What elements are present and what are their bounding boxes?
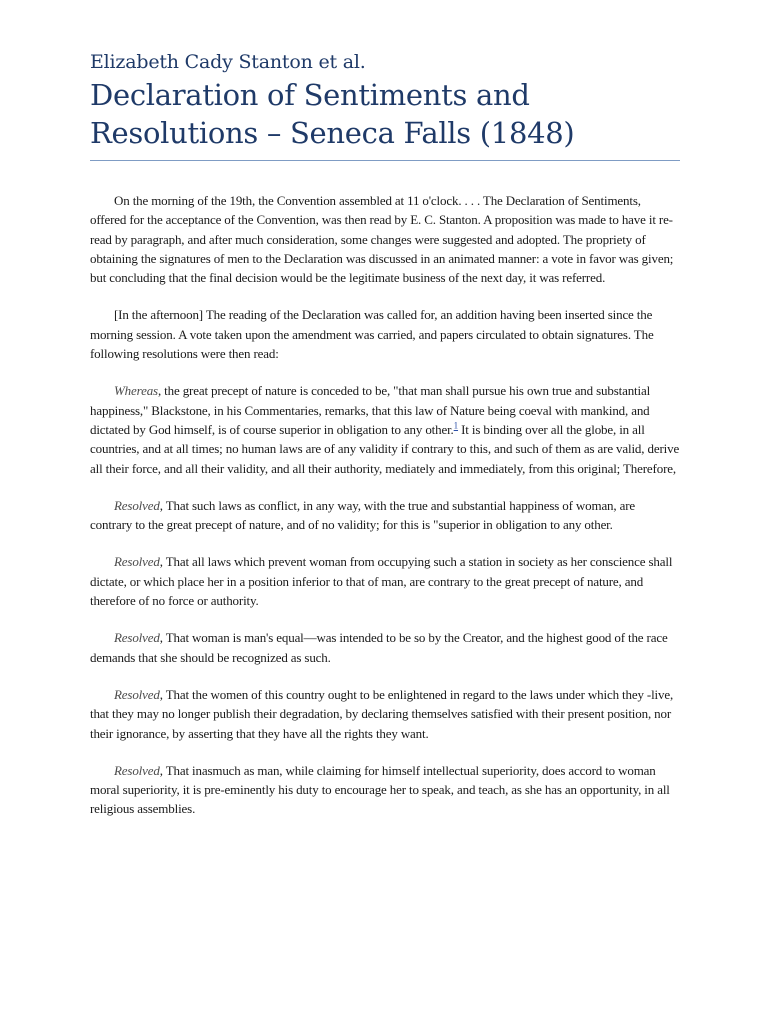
paragraph-convention-morning: On the morning of the 19th, the Convention assembled at 11 o'clock. . . . The Declaration of Sentiments, offered for the acceptance of the Convention, was then read by E. C. Stanton. A proposition was made to have it re-read by paragraph, and after much consideration, some changes were suggested and adopted. The propriety of obtaining the signatures of men to the Declaration was discussed in an animated manner: a vote in favor was given; but concluding that the final decision would be the legitimate business of the next day, it was referred. — [90, 193, 674, 286]
resolved-lead: Resolved — [114, 686, 160, 702]
resolved-lead: Resolved — [114, 630, 160, 646]
title-divider — [90, 160, 680, 161]
document-page — [90, 40, 680, 837]
resolution-2 — [90, 552, 680, 610]
resolution-text: , That woman is man's equal—was intended to be so by the Creator, and the highest good of the race demands that she should be recognized as such. — [90, 630, 668, 665]
whereas-lead: Whereas — [114, 383, 158, 399]
document-author: Elizabeth Cady Stanton et al. — [90, 51, 366, 73]
resolved-lead: Resolved — [114, 554, 160, 570]
document-body — [90, 191, 680, 819]
resolved-lead: Resolved — [114, 497, 160, 513]
title-line-2: Resolutions – Seneca Falls (1848) — [90, 116, 575, 150]
resolution-1 — [90, 496, 680, 535]
title-line-1: Declaration of Sentiments and — [90, 78, 530, 112]
footnote-link[interactable]: 1 — [453, 420, 459, 431]
resolved-lead: Resolved — [114, 762, 160, 778]
resolution-3 — [90, 628, 680, 667]
resolution-text: , That all laws which prevent woman from occupying such a station in society as her conscience shall dictate, or which place her in a position inferior to that of man, are contrary to the great precept of nature, and therefore of no force or authority. — [90, 554, 673, 609]
whereas-text-b: It is binding over all the globe, in all countries, and at all times; no human laws are of any validity if contrary to this, and such of them as are valid, derive all their force, and all their validity, and all their authority, mediately and immediately, from this original; Therefore, — [90, 421, 680, 476]
resolution-4 — [90, 685, 680, 743]
resolution-text: , That the women of this country ought to be enlightened in regard to the laws under which they -live, that they may no longer publish their degradation, by declaring themselves satisfied with their present position, nor their ignorance, by asserting that they have all the rights they want. — [90, 686, 674, 741]
resolution-text: , That such laws as conflict, in any way, with the true and substantial happiness of woman, are contrary to the great precept of nature, and of no validity; for this is "superior in obligation to any other. — [90, 497, 636, 533]
paragraph-whereas — [90, 381, 680, 477]
paragraph-afternoon: [In the afternoon] The reading of the Declaration was called for, an addition having been inserted since the morning session. A vote taken upon the amendment was carried, and papers circulated to obtain signatures. The following resolutions were then read: — [90, 307, 654, 362]
resolution-5 — [90, 761, 680, 819]
resolution-text: , That inasmuch as man, while claiming for himself intellectual superiority, does accord to woman moral superiority, it is pre-eminently his duty to encourage her to speak, and teach, as she has an opportunity, in all religious assemblies. — [90, 762, 670, 817]
document-title — [90, 76, 680, 152]
whereas-text-a: , the great precept of nature is conceded to be, "that man shall pursue his own true and substantial happiness," Blackstone, in his Commentaries, remarks, that this law of Nature being coeval with mankind, and dictated by God himself, is of course superior in obligation to any other. — [90, 383, 651, 437]
